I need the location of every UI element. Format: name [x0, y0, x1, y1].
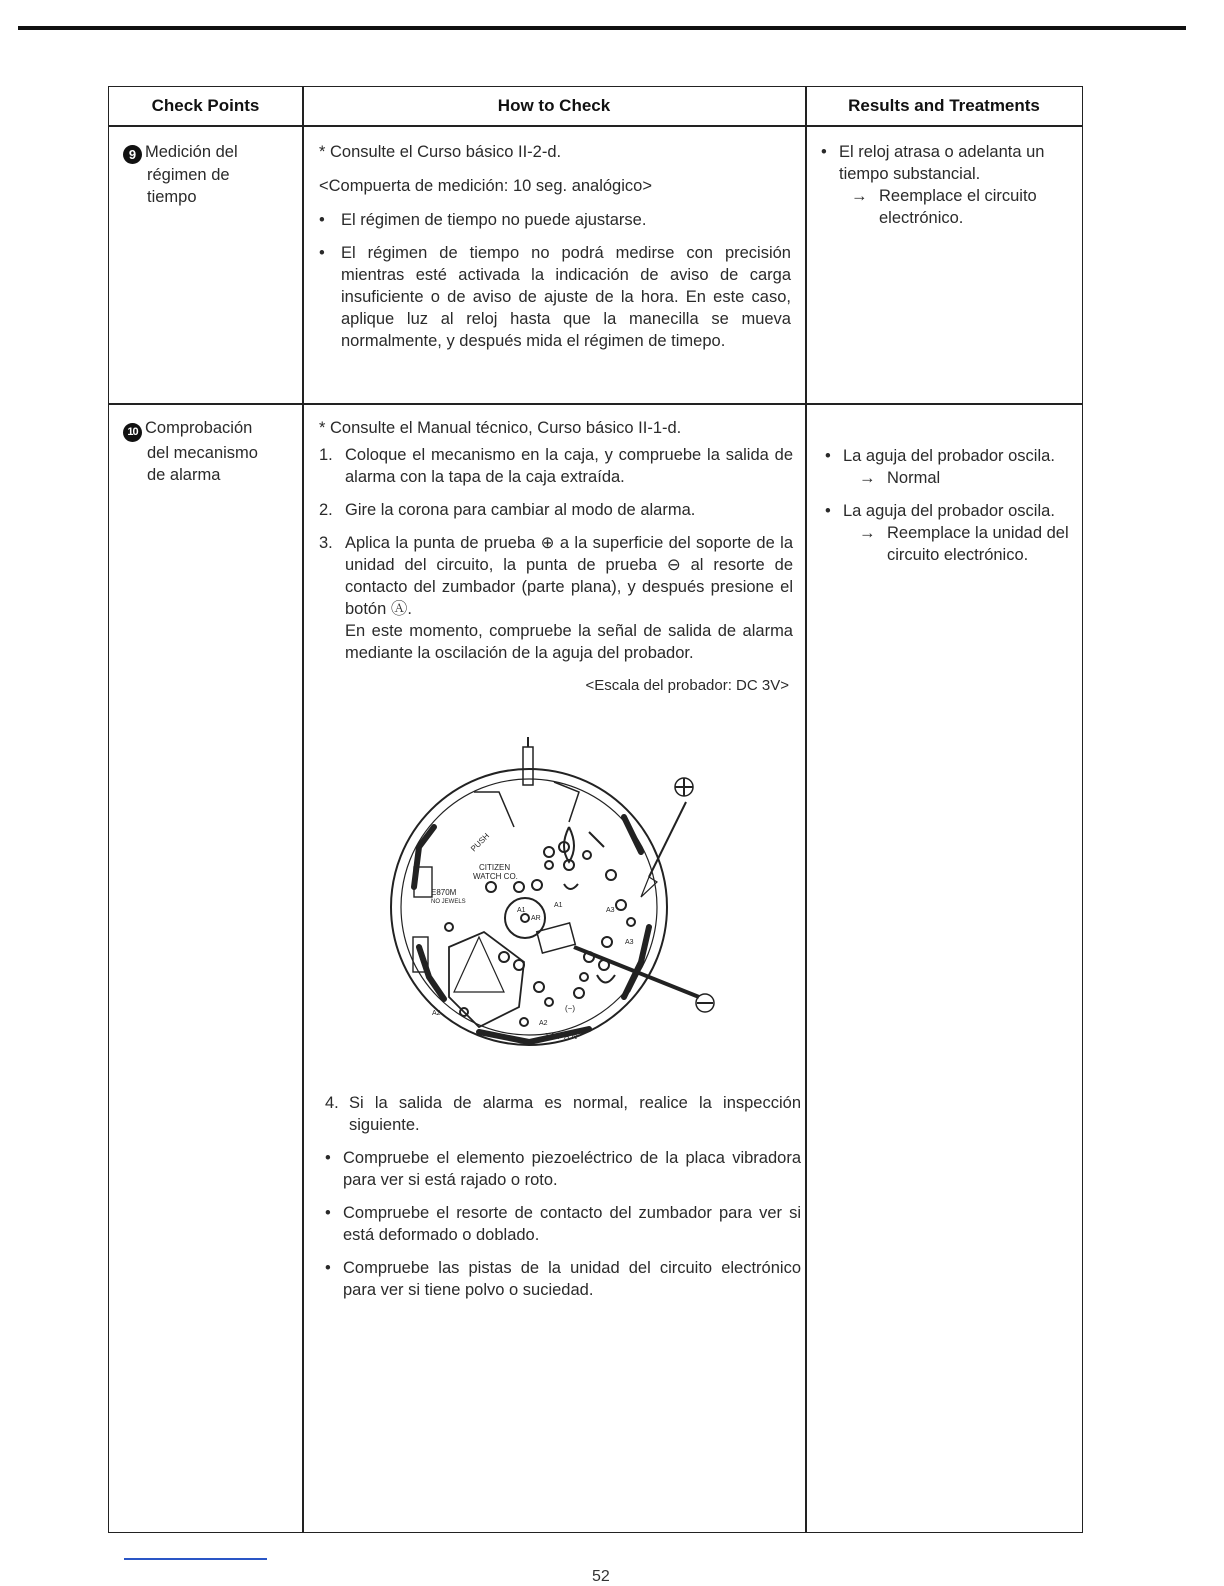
row-divider	[109, 403, 1082, 405]
maker-label-2: WATCH CO.	[473, 872, 518, 881]
a3-label: A3	[606, 907, 615, 914]
number-badge-9: 9	[123, 145, 142, 164]
negative-label: (−)	[565, 1004, 575, 1013]
check-table	[108, 86, 1083, 1533]
footer-rule	[124, 1558, 267, 1560]
number-badge-10: 10	[123, 423, 142, 442]
arrow-icon: →	[851, 187, 868, 205]
results-10: • La aguja del probador oscila. → Normal • La aguja del probador oscila. → Reemplace la unidad del circuito electrónico.	[825, 447, 1069, 564]
header-how-to-check: How to Check	[497, 96, 611, 115]
step-3: 3. Aplica la punta de prueba ⊕ a la superficie del soporte de la unidad del circuito, la punta de prueba ⊖ al resorte de contacto del zumbador (parte plana), y después presione el botón Ⓐ.	[319, 534, 793, 618]
a3-label-2: A3	[625, 939, 634, 946]
movement-diagram	[379, 737, 719, 1067]
header-check-points: Check Points	[151, 96, 260, 115]
header-results: Results and Treatments	[848, 96, 1040, 115]
measurement-gate: <Compuerta de medición: 10 seg. analógico>	[319, 177, 652, 195]
probe-plus	[649, 802, 686, 877]
page-number: 52	[592, 1568, 610, 1585]
check-point-10: 10 Comprobación del mecanismo de alarma	[123, 417, 293, 486]
maker-label-1: CITIZEN	[479, 863, 511, 872]
a2-label: A2	[432, 1010, 441, 1017]
ar-label: AR	[531, 915, 541, 922]
arrow-icon: →	[859, 524, 876, 542]
push-label: PUSH	[469, 831, 492, 854]
header-rule	[109, 125, 1082, 127]
a1-label-2: A1	[554, 902, 563, 909]
check-point-9: 9 Medición del régimen de tiempo	[123, 141, 293, 208]
reference-note: * Consulte el Manual técnico, Curso básico II-1-d.	[319, 419, 682, 437]
col-divider-1	[302, 87, 304, 1532]
reference-note: * Consulte el Curso básico II-2-d.	[319, 143, 562, 161]
list-item: • El régimen de tiempo no puede ajustarse.	[319, 211, 647, 229]
how-to-check-9	[319, 141, 791, 363]
probe-minus	[574, 947, 699, 997]
list-item: • Compruebe el resorte de contacto del zumbador para ver si está deformado o doblado.	[325, 1204, 801, 1244]
results-9: • El reloj atrasa o adelanta un tiempo substancial. → Reemplace el circuito electrónico.	[821, 143, 1045, 227]
japan-label: JAPAN	[544, 1032, 580, 1041]
jewels-label: NO JEWELS	[431, 899, 466, 905]
step-2: 2. Gire la corona para cambiar al modo de alarma.	[319, 501, 696, 519]
top-rule	[18, 26, 1186, 30]
list-item: • Compruebe las pistas de la unidad del circuito electrónico para ver si tiene polvo o suciedad.	[325, 1259, 801, 1299]
step-3-cont: En este momento, compruebe la señal de salida de alarma mediante la oscilación de la aguja del probador.	[345, 622, 793, 662]
a2-label-2: A2	[539, 1020, 548, 1027]
tester-scale: <Escala del probador: DC 3V>	[585, 677, 789, 694]
step-4: 4. Si la salida de alarma es normal, realice la inspección siguiente.	[325, 1094, 801, 1134]
arrow-icon: →	[859, 469, 876, 487]
how-to-check-10	[319, 417, 793, 697]
model-label: E870M	[431, 888, 457, 897]
list-item: • El régimen de tiempo no podrá medirse con precisión mientras esté activada la indicación de aviso de carga insuficiente o de aviso de ajuste de la hora. En este caso, aplique luz al reloj hasta que la manecilla se mueva normalmente, y después mida el régimen de timepo.	[319, 244, 791, 350]
list-item: • Compruebe el elemento piezoeléctrico de la placa vibradora para ver si está rajado o roto.	[325, 1149, 801, 1189]
a1-label: A1	[517, 907, 526, 914]
col-divider-2	[805, 87, 807, 1532]
how-to-check-10-lower	[325, 1092, 801, 1312]
step-1: 1. Coloque el mecanismo en la caja, y compruebe la salida de alarma con la tapa de la caja extraída.	[319, 446, 793, 486]
